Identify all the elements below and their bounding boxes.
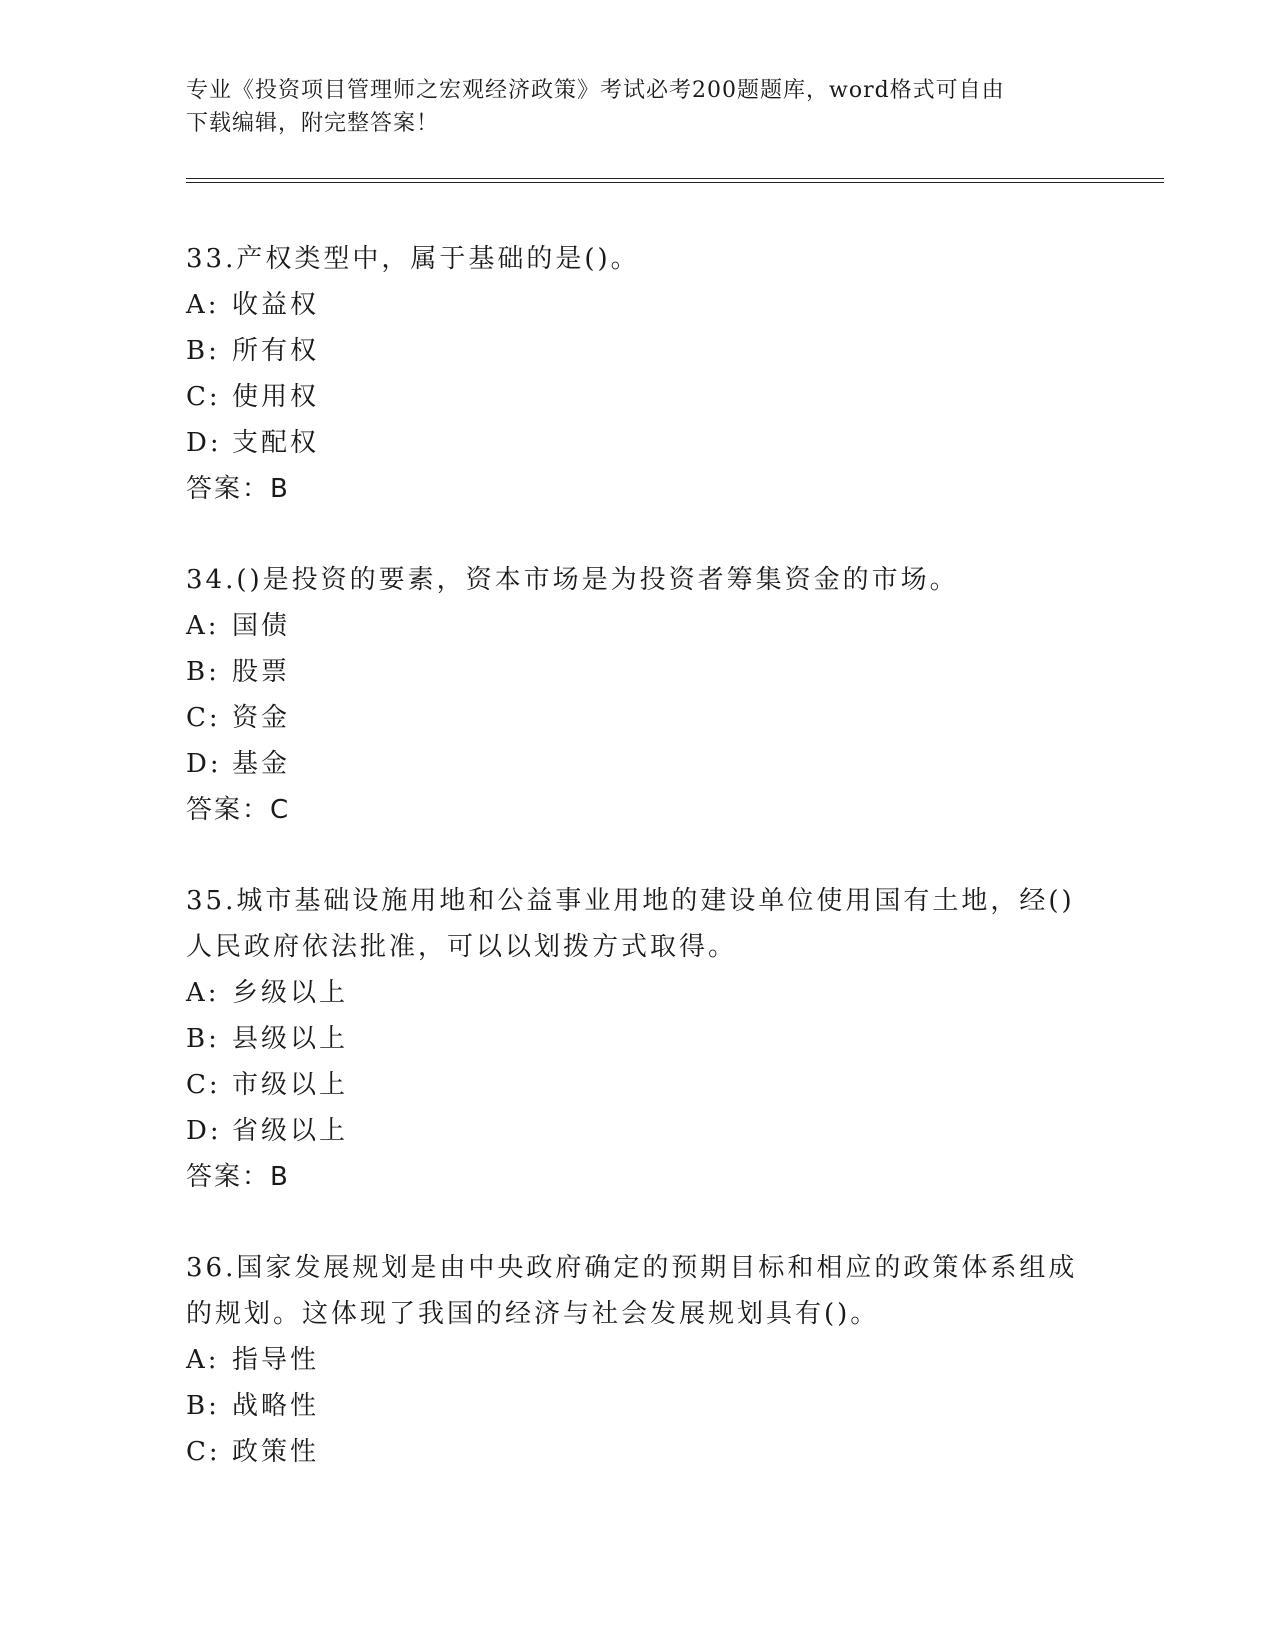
option-text: 市级以上 [232,1070,349,1100]
option-text: 县级以上 [232,1024,349,1054]
option-letter: C: [186,382,221,412]
option-text: 指导性 [232,1345,320,1375]
answer-option [186,1383,1086,1429]
option-text: 政策性 [232,1437,320,1467]
answer-key: 答案：B [186,1162,290,1192]
answer-option [186,1108,1086,1154]
answer-option [186,328,1086,374]
answer-option [186,1429,1086,1475]
option-letter: C: [186,703,221,733]
answer-option [186,1016,1086,1062]
option-text: 所有权 [232,336,320,366]
option-text: 省级以上 [232,1116,349,1146]
option-letter: C: [186,1070,221,1100]
header-divider [186,178,1164,184]
option-text: 支配权 [232,428,320,458]
answer-option [186,603,1086,649]
question-block [186,236,1086,512]
option-letter: B: [186,336,220,366]
option-text: 战略性 [232,1391,320,1421]
header-line-2: 下载编辑，附完整答案！ [186,111,440,136]
option-letter: B: [186,657,220,687]
question-block [186,1245,1086,1475]
option-letter: D: [186,749,222,779]
option-letter: B: [186,1024,220,1054]
question-block [186,557,1086,833]
option-text: 股票 [232,657,291,687]
answer-option [186,649,1086,695]
option-letter: D: [186,1116,222,1146]
option-text: 国债 [232,611,291,641]
option-letter: A: [186,290,220,320]
option-letter: D: [186,428,222,458]
answer-option [186,374,1086,420]
option-text: 使用权 [232,382,320,412]
option-text: 资金 [232,703,291,733]
option-letter: A: [186,611,220,641]
answer-key: 答案：C [186,795,291,825]
answer-option [186,282,1086,328]
option-letter: A: [186,978,220,1008]
question-stem: 35.城市基础设施用地和公益事业用地的建设单位使用国有土地，经()人民政府依法批准，可以以划拨方式取得。 [186,886,1075,962]
answer-option [186,970,1086,1016]
answer-option [186,1337,1086,1383]
option-letter: B: [186,1391,220,1421]
question-stem: 36.国家发展规划是由中央政府确定的预期目标和相应的政策体系组成的规划。这体现了我国的经济与社会发展规划具有()。 [186,1253,1078,1329]
option-letter: A: [186,1345,220,1375]
answer-option [186,420,1086,466]
question-block [186,878,1086,1200]
question-list [186,236,1086,1520]
answer-key: 答案：B [186,474,290,504]
answer-option [186,741,1086,787]
option-text: 收益权 [232,290,320,320]
header-line-1: 专业《投资项目管理师之宏观经济政策》考试必考200题题库，word格式可自由 [186,78,1005,103]
option-text: 基金 [232,749,291,779]
option-letter: C: [186,1437,221,1467]
answer-option [186,1062,1086,1108]
document-header [186,74,1086,140]
answer-option [186,695,1086,741]
question-stem: 34.()是投资的要素，资本市场是为投资者筹集资金的市场。 [186,565,959,595]
option-text: 乡级以上 [232,978,349,1008]
question-stem: 33.产权类型中，属于基础的是()。 [186,244,640,274]
